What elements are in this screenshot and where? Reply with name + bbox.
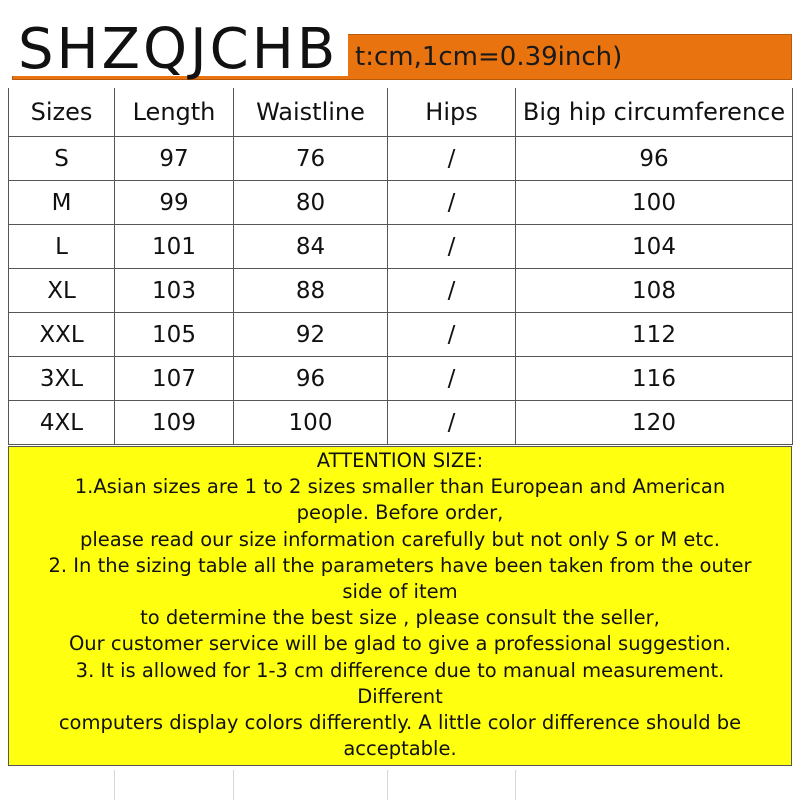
cell-size: 3XL [9, 357, 115, 401]
cell-waistline: 100 [234, 401, 388, 445]
table-row [9, 269, 793, 313]
attention-line: 2. In the sizing table all the parameters have been taken from the outer [48, 553, 752, 577]
table-row [9, 181, 793, 225]
attention-line: to determine the best size , please consult the seller, [140, 606, 660, 630]
cell-size: XXL [9, 313, 115, 357]
cell-length: 99 [115, 181, 234, 225]
cell-hips: / [388, 181, 516, 225]
cell-waistline: 88 [234, 269, 388, 313]
attention-line: please read our size information carefully but not only S or M etc. [80, 527, 720, 551]
cell-size: 4XL [9, 401, 115, 445]
cell-hips: / [388, 269, 516, 313]
attention-title: ATTENTION SIZE: [316, 449, 484, 472]
table-row [9, 401, 793, 445]
cell-length: 107 [115, 357, 234, 401]
cell-big-hip: 104 [516, 225, 793, 269]
header-length: Length [115, 88, 234, 137]
table-row [9, 357, 793, 401]
cell-waistline: 80 [234, 181, 388, 225]
cell-size: L [9, 225, 115, 269]
table-row [9, 313, 793, 357]
brand-logo-text: SHZQJCHB [18, 17, 339, 82]
unit-note: t:cm,1cm=0.39inch) [355, 42, 623, 72]
gridline-remnant [515, 770, 516, 800]
attention-line: computers display colors differently. A little color difference should be [58, 711, 742, 735]
cell-length: 101 [115, 225, 234, 269]
attention-line: 3. It is allowed for 1-3 cm difference due to manual measurement. [75, 658, 725, 682]
cell-length: 109 [115, 401, 234, 445]
header-sizes: Sizes [9, 88, 115, 137]
attention-line: side of item [342, 580, 458, 604]
cell-waistline: 84 [234, 225, 388, 269]
attention-line: people. Before order, [296, 501, 504, 525]
bottom-gridline-remnants [8, 766, 792, 800]
header-hips: Hips [388, 88, 516, 137]
gridline-remnant [114, 770, 115, 800]
cell-waistline: 96 [234, 357, 388, 401]
cell-length: 97 [115, 137, 234, 181]
cell-hips: / [388, 313, 516, 357]
header-big-hip: Big hip circumference [516, 88, 793, 137]
gridline-remnant [387, 770, 388, 800]
cell-big-hip: 96 [516, 137, 793, 181]
cell-waistline: 76 [234, 137, 388, 181]
header-waistline: Waistline [234, 88, 388, 137]
gridline-remnant [233, 770, 234, 800]
cell-big-hip: 100 [516, 181, 793, 225]
cell-length: 103 [115, 269, 234, 313]
cell-hips: / [388, 137, 516, 181]
table-row [9, 225, 793, 269]
attention-line: 1.Asian sizes are 1 to 2 sizes smaller than European and American [74, 475, 726, 499]
size-chart-table [8, 88, 793, 445]
cell-size: XL [9, 269, 115, 313]
cell-waistline: 92 [234, 313, 388, 357]
attention-line: Our customer service will be glad to give a professional suggestion. [68, 632, 732, 656]
cell-big-hip: 112 [516, 313, 793, 357]
table-header-row [9, 88, 793, 137]
attention-notice [8, 446, 792, 766]
cell-length: 105 [115, 313, 234, 357]
attention-line: acceptable. [343, 737, 457, 761]
attention-line: Different [357, 684, 443, 708]
cell-size: M [9, 181, 115, 225]
cell-hips: / [388, 357, 516, 401]
cell-big-hip: 108 [516, 269, 793, 313]
cell-hips: / [388, 401, 516, 445]
brand-logo [8, 12, 348, 82]
cell-size: S [9, 137, 115, 181]
cell-hips: / [388, 225, 516, 269]
table-row [9, 137, 793, 181]
cell-big-hip: 116 [516, 357, 793, 401]
cell-big-hip: 120 [516, 401, 793, 445]
